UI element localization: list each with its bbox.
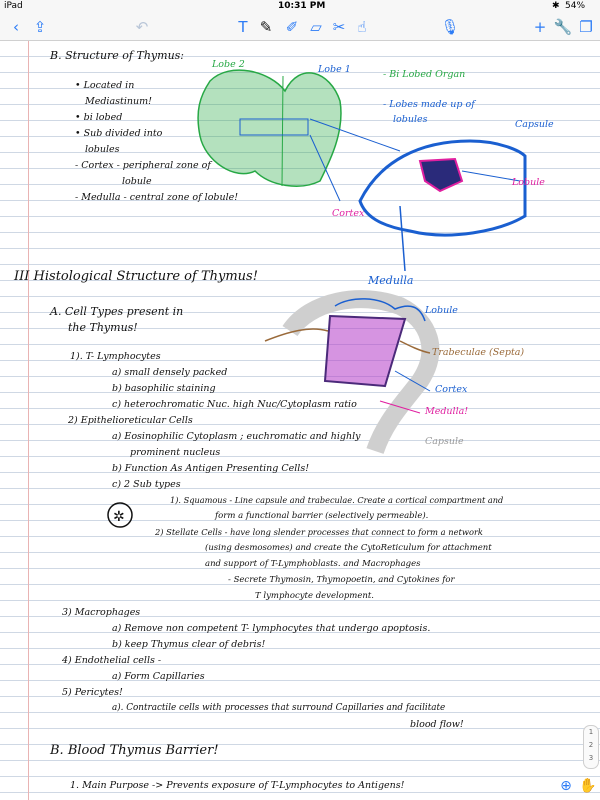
label-medulla: Medulla	[368, 274, 414, 287]
endo-item-a: a) Form Capillaries	[112, 671, 205, 682]
thymus-lobes-sketch	[198, 70, 341, 186]
t-lymph-heading: 1). T- Lymphocytes	[70, 351, 161, 362]
pen-icon[interactable]: ✎	[259, 18, 273, 36]
peri-item-a: a). Contractile cells with processes that surround Capillaries and facilitate	[112, 703, 446, 713]
peri-item-a2: blood flow!	[410, 719, 464, 730]
label-cortex-2: Cortex	[435, 384, 468, 395]
label-lobule-2: Lobule	[425, 305, 458, 316]
microphone-icon[interactable]: 🎙	[440, 18, 460, 36]
hand-icon[interactable]: ☝	[357, 18, 367, 36]
label-lobule: Lobule	[512, 177, 545, 188]
b-bullet-4b: lobule	[122, 176, 152, 187]
b-bullet-4: - Cortex - peripheral zone of	[75, 160, 211, 171]
status-bar	[0, 0, 600, 14]
label-capsule-2: Capsule	[425, 436, 464, 447]
hand-scroll-icon[interactable]: ✋	[579, 778, 597, 794]
note-page[interactable]	[0, 41, 600, 800]
stellate-line-2: (using desmosomes) and create the CytoReticulum for attachment	[205, 543, 492, 553]
endo-heading: 4) Endothelial cells -	[62, 655, 162, 666]
epi-item-a: a) Eosinophilic Cytoplasm ; euchromatic and highly	[112, 431, 361, 442]
bluetooth-icon: ✱	[552, 1, 560, 11]
highlighter-icon[interactable]: ✐	[285, 18, 299, 36]
epi-item-a2: prominent nucleus	[130, 447, 221, 458]
stellate-line-5: T lymphocyte development.	[255, 591, 374, 601]
b-bullet-1b: Mediastinum!	[85, 96, 152, 107]
page-label-3: 3	[588, 754, 594, 762]
epi-item-c: c) 2 Sub types	[112, 479, 181, 490]
label-lobe2: Lobe 2	[212, 59, 245, 70]
scissors-icon[interactable]: ✂	[332, 18, 346, 36]
macro-item-b: b) keep Thymus clear of debris!	[112, 639, 266, 650]
label-medulla-2: Medulla!	[425, 406, 469, 417]
text-icon[interactable]: T	[238, 18, 248, 36]
stellate-line-3: and support of T-Lymphoblasts. and Macrophages	[205, 559, 421, 569]
battery-percent: 54%	[565, 1, 586, 11]
stellate-line-1: 2) Stellate Cells - have long slender processes that connect to form a network	[155, 527, 483, 537]
add-icon[interactable]: +	[533, 18, 547, 36]
page-indicator[interactable]	[583, 725, 599, 769]
chevron-left-icon[interactable]: ‹	[13, 18, 19, 36]
label-lobes-made: - Lobes made up of	[383, 99, 475, 110]
section-iii-title: III Histological Structure of Thymus!	[14, 269, 258, 284]
a-title-2: the Thymus!	[68, 321, 138, 334]
t-item-a: a) small densely packed	[112, 367, 228, 378]
zoom-icon[interactable]: ⊕	[560, 778, 572, 794]
page-label-2: 2	[588, 741, 594, 749]
b-bullet-1: • Located in	[75, 80, 135, 91]
peri-heading: 5) Pericytes!	[62, 687, 123, 698]
macro-item-a: a) Remove non competent T- lymphocytes that undergo apoptosis.	[112, 623, 431, 634]
label-cortex: Cortex	[332, 208, 365, 219]
device-label: iPad	[4, 1, 23, 11]
label-capsule: Capsule	[515, 119, 554, 130]
b-bullet-2: • bi lobed	[75, 112, 123, 123]
squamous-line-2: form a functional barrier (selectively permeable).	[215, 511, 429, 521]
squamous-line-1: 1). Squamous - Line capsule and trabeculae. Create a cortical compartment and	[170, 495, 504, 505]
label-lobe1: Lobe 1	[318, 64, 351, 75]
epi-item-b: b) Function As Antigen Presenting Cells!	[112, 463, 310, 474]
wrench-icon[interactable]: 🔧	[553, 18, 573, 36]
b-bullet-3b: lobules	[85, 144, 120, 155]
main-purpose: 1. Main Purpose -> Prevents exposure of T-Lymphocytes to Antigens!	[70, 780, 405, 791]
eraser-icon[interactable]: ▱	[310, 18, 322, 36]
label-lobules: lobules	[393, 114, 428, 125]
svg-text:✲: ✲	[113, 509, 125, 525]
epi-heading: 2) Epithelioreticular Cells	[68, 415, 193, 426]
section-b-title: B. Structure of Thymus:	[50, 49, 184, 62]
section-b2-title: B. Blood Thymus Barrier!	[50, 743, 219, 758]
undo-icon[interactable]: ↶	[135, 18, 149, 36]
t-item-b: b) basophilic staining	[112, 383, 216, 394]
b-bullet-5: - Medulla - central zone of lobule!	[75, 192, 239, 203]
label-bilobed: - Bi Lobed Organ	[383, 69, 466, 80]
status-time: 10:31 PM	[278, 1, 326, 11]
page-label-1: 1	[588, 728, 594, 736]
share-icon[interactable]: ⇪	[33, 18, 47, 36]
a-title: A. Cell Types present in	[50, 305, 184, 318]
pages-icon[interactable]: ❐	[579, 18, 593, 36]
stellate-line-4: - Secrete Thymosin, Thymopoetin, and Cytokines for	[228, 575, 455, 585]
lobule-detail-sketch	[325, 316, 405, 386]
t-item-c: c) heterochromatic Nuc. high Nuc/Cytoplasm ratio	[112, 399, 357, 410]
label-trabeculae: Trabeculae (Septa)	[432, 347, 525, 358]
toolbar	[0, 14, 600, 41]
b-bullet-3: • Sub divided into	[75, 128, 163, 139]
macro-heading: 3) Macrophages	[62, 607, 141, 618]
